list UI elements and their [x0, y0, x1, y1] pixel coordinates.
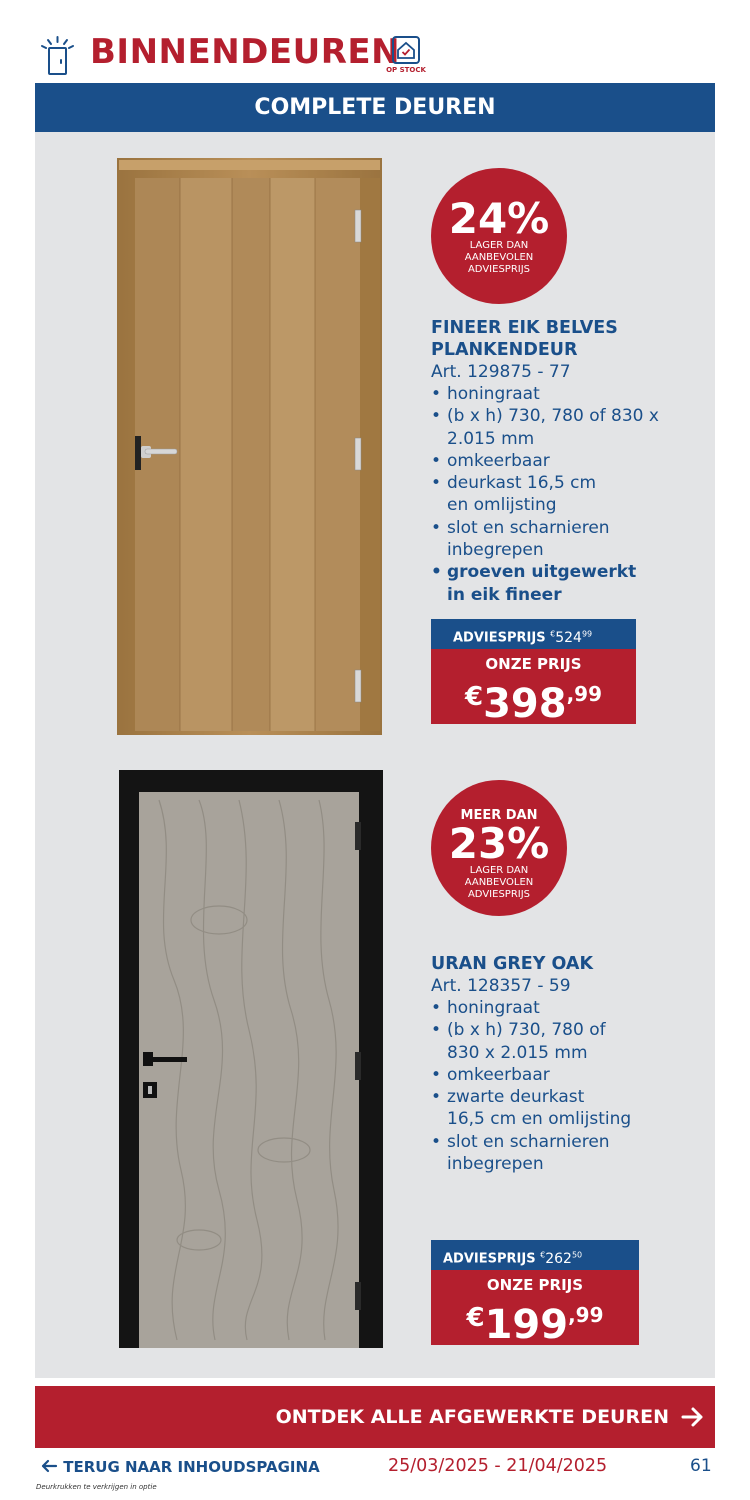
feature-item: • omkeerbaar	[431, 450, 659, 472]
arrow-right-icon	[681, 1406, 705, 1428]
feature-item: • (b x h) 730, 780 of 830 x	[431, 405, 659, 427]
footnote: Deurkrukken te verkrijgen in optie	[36, 1483, 157, 1491]
feature-item: 16,5 cm en omlijsting	[447, 1109, 632, 1130]
arrow-left-icon	[40, 1459, 58, 1473]
discover-all-doors-button[interactable]	[35, 1386, 715, 1448]
feature-item: • groeven uitgewerkt	[431, 561, 659, 583]
discount-percent: 24%	[448, 194, 550, 243]
cta-label: ONTDEK ALLE AFGEWERKTE DEUREN	[275, 1406, 669, 1428]
feature-item: • slot en scharnieren	[431, 517, 659, 539]
product-title	[431, 953, 593, 975]
discount-line: ADVIESPRIJS	[467, 889, 531, 900]
onze-price: $^€398^{,99}$	[464, 681, 603, 727]
feature-item: • slot en scharnieren	[431, 1131, 631, 1153]
feature-item: inbegrepen	[447, 540, 544, 561]
house-check-icon	[392, 36, 420, 64]
discount-line: AANBEVOLEN	[464, 252, 534, 263]
feature-item: • omkeerbaar	[431, 1064, 631, 1086]
product-title-line: PLANKENDEUR	[431, 340, 578, 360]
onze-price: $^€199^{,99}$	[466, 1302, 604, 1348]
discount-badge	[431, 168, 567, 304]
onze-price-box	[431, 1270, 639, 1348]
discount-percent: 23%	[448, 819, 550, 868]
advies-value: $^€524^{99}$	[550, 629, 593, 646]
feature-list	[431, 383, 659, 606]
discount-badge	[431, 780, 567, 916]
feature-item: 830 x 2.015 mm	[447, 1042, 588, 1063]
page-title: BINNENDEUREN	[90, 32, 401, 72]
discount-line: LAGER DAN	[469, 865, 529, 876]
onze-label: ONZE PRIJS	[485, 655, 582, 673]
feature-list	[431, 997, 631, 1175]
article-number: Art. 128357 - 59	[431, 976, 571, 996]
feature-item: • honingraat	[431, 997, 631, 1019]
op-stock-label: OP STOCK	[386, 66, 426, 74]
discount-prefix: MEER DAN	[460, 808, 538, 823]
feature-item: • honingraat	[431, 383, 659, 405]
grey-oak-door-image	[119, 770, 383, 1348]
section-band: COMPLETE DEUREN	[35, 83, 715, 132]
advies-value: $^€262^{50}$	[540, 1250, 583, 1267]
feature-item: 2.015 mm	[447, 428, 535, 449]
oak-plank-door-image	[117, 158, 382, 735]
op-stock-badge	[384, 36, 428, 78]
product-title-line: URAN GREY OAK	[431, 954, 594, 974]
product-title	[431, 317, 618, 361]
advies-label: ADVIESPRIJS	[443, 1251, 536, 1267]
feature-item: inbegrepen	[447, 1154, 544, 1175]
advies-price-box	[431, 1240, 639, 1270]
page-number: 61	[690, 1456, 712, 1476]
validity-dates: 25/03/2025 - 21/04/2025	[388, 1456, 608, 1476]
discount-line: AANBEVOLEN	[464, 877, 534, 888]
onze-label: ONZE PRIJS	[486, 1276, 584, 1294]
back-label: TERUG NAAR INHOUDSPAGINA	[63, 1458, 320, 1476]
feature-item: • (b x h) 730, 780 of	[431, 1019, 631, 1041]
feature-item: in eik fineer	[447, 584, 562, 605]
product-title-line: FINEER EIK BELVES	[431, 318, 618, 338]
feature-item: en omlijsting	[447, 495, 557, 516]
discount-line: LAGER DAN	[469, 240, 529, 251]
back-to-contents-link[interactable]	[40, 1458, 320, 1476]
feature-item: • deurkast 16,5 cm	[431, 472, 659, 494]
advies-price-box	[431, 619, 636, 649]
onze-price-box	[431, 649, 636, 727]
discount-line: ADVIESPRIJS	[467, 264, 531, 275]
feature-item: • zwarte deurkast	[431, 1086, 631, 1108]
door-sparkle-icon	[40, 34, 76, 76]
advies-label: ADVIESPRIJS	[453, 630, 546, 646]
article-number: Art. 129875 - 77	[431, 362, 571, 382]
